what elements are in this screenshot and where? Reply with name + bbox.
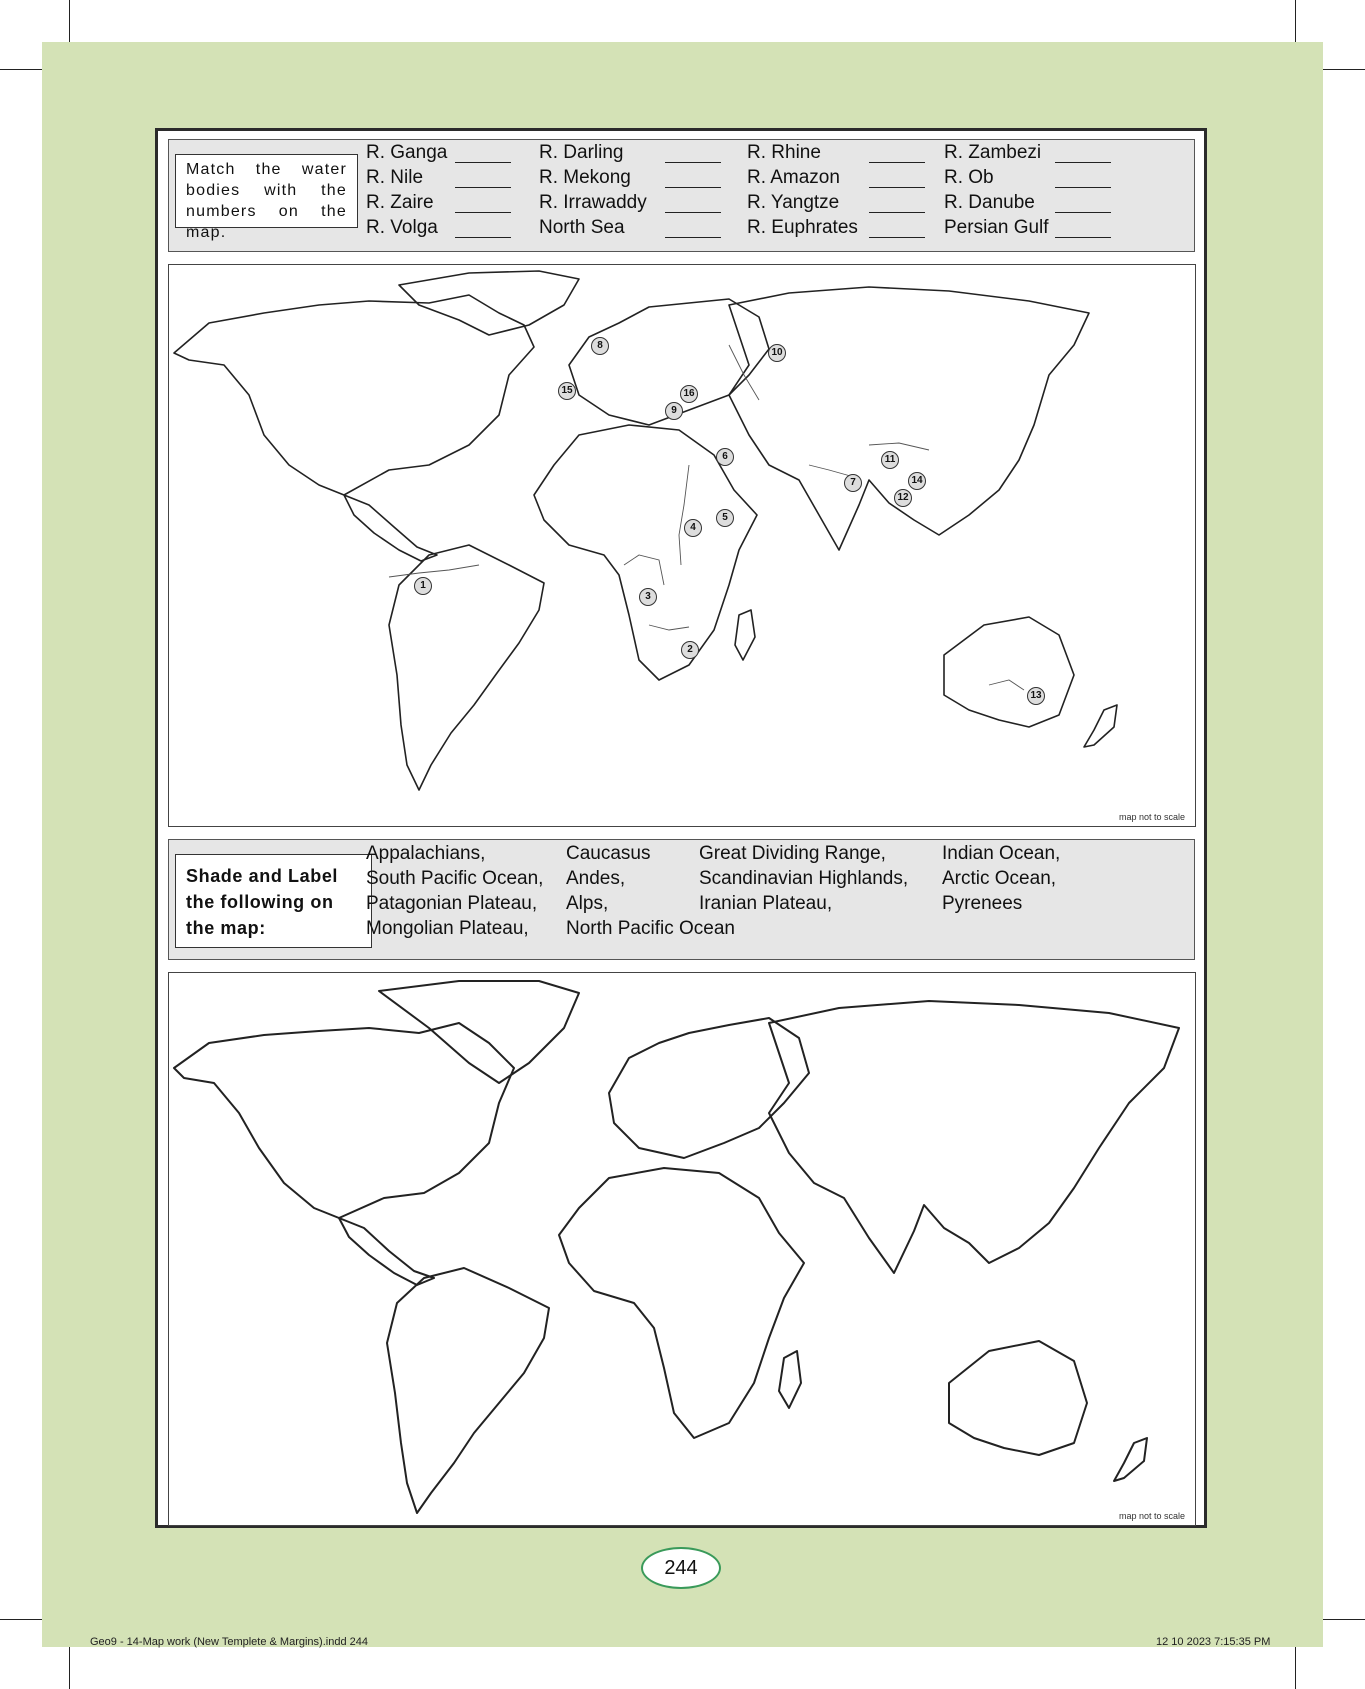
river-yangtze bbox=[869, 443, 929, 450]
africa-outline bbox=[559, 1168, 804, 1438]
page-number: 244 bbox=[641, 1547, 721, 1589]
list-item: R. Irrawaddy bbox=[539, 192, 647, 213]
list-item: R. Zaire bbox=[366, 192, 434, 213]
river-nile bbox=[679, 465, 689, 565]
madagascar-outline bbox=[779, 1351, 801, 1408]
south-america-outline bbox=[387, 1268, 549, 1513]
map-scale-note: map not to scale bbox=[1118, 812, 1185, 822]
map-marker: 16 bbox=[680, 385, 698, 403]
list-item: R. Rhine bbox=[747, 142, 821, 163]
footer-timestamp: 12 10 2023 7:15:35 PM bbox=[1156, 1636, 1271, 1648]
map-marker: 2 bbox=[681, 641, 699, 659]
list-item: R. Darling bbox=[539, 142, 624, 163]
north-america-outline bbox=[174, 1023, 514, 1218]
answer-blank[interactable] bbox=[869, 187, 925, 188]
list-item: Great Dividing Range, bbox=[699, 843, 886, 864]
list-item: Caucasus bbox=[566, 843, 651, 864]
list-item: Scandinavian Highlands, bbox=[699, 868, 909, 889]
list-item: North Pacific Ocean bbox=[566, 918, 735, 939]
world-outline-map bbox=[169, 265, 1196, 827]
shade-panel bbox=[168, 839, 1195, 960]
shade-instruction-box bbox=[175, 854, 372, 948]
list-item: Patagonian Plateau, bbox=[366, 893, 538, 914]
map-scale-note: map not to scale bbox=[1118, 1511, 1185, 1521]
answer-blank[interactable] bbox=[665, 237, 721, 238]
list-item: Mongolian Plateau, bbox=[366, 918, 529, 939]
central-america-outline bbox=[339, 1218, 434, 1285]
map-marker: 6 bbox=[716, 448, 734, 466]
map-marker: 13 bbox=[1027, 687, 1045, 705]
match-instruction-box bbox=[175, 154, 358, 241]
asia-outline bbox=[729, 287, 1089, 550]
south-america-outline bbox=[389, 545, 544, 790]
list-item: R. Ganga bbox=[366, 142, 448, 163]
new-zealand-outline bbox=[1084, 705, 1117, 747]
list-item: R. Yangtze bbox=[747, 192, 840, 213]
list-item: R. Nile bbox=[366, 167, 424, 188]
river-murray-darling bbox=[989, 680, 1024, 690]
answer-blank[interactable] bbox=[665, 187, 721, 188]
map-marker: 15 bbox=[558, 382, 576, 400]
list-item: Persian Gulf bbox=[944, 217, 1049, 238]
footer-file-name: Geo9 - 14-Map work (New Templete & Margins).indd 244 bbox=[90, 1636, 368, 1648]
answer-blank[interactable] bbox=[455, 162, 511, 163]
answer-blank[interactable] bbox=[1055, 237, 1111, 238]
world-map-blank bbox=[168, 972, 1196, 1526]
answer-blank[interactable] bbox=[665, 162, 721, 163]
map-marker: 8 bbox=[591, 337, 609, 355]
list-item: North Sea bbox=[539, 217, 625, 238]
map-marker: 12 bbox=[894, 489, 912, 507]
list-item: South Pacific Ocean, bbox=[366, 868, 544, 889]
answer-blank[interactable] bbox=[869, 162, 925, 163]
answer-blank[interactable] bbox=[1055, 212, 1111, 213]
list-item: Appalachians, bbox=[366, 843, 486, 864]
list-item: R. Euphrates bbox=[747, 217, 858, 238]
answer-blank[interactable] bbox=[665, 212, 721, 213]
answer-blank[interactable] bbox=[455, 212, 511, 213]
map-marker: 4 bbox=[684, 519, 702, 537]
list-item: Andes, bbox=[566, 868, 626, 889]
list-item: R. Amazon bbox=[747, 167, 840, 188]
new-zealand-outline bbox=[1114, 1438, 1147, 1481]
central-america-outline bbox=[344, 495, 437, 561]
list-item: R. Mekong bbox=[539, 167, 631, 188]
worksheet-frame bbox=[155, 128, 1207, 1528]
map-marker: 5 bbox=[716, 509, 734, 527]
answer-blank[interactable] bbox=[455, 187, 511, 188]
match-panel bbox=[168, 139, 1195, 252]
australia-outline bbox=[944, 617, 1074, 727]
map-marker: 1 bbox=[414, 577, 432, 595]
world-map-rivers bbox=[168, 264, 1196, 827]
australia-outline bbox=[949, 1341, 1087, 1455]
list-item: R. Volga bbox=[366, 217, 438, 238]
answer-blank[interactable] bbox=[1055, 187, 1111, 188]
river-zaire bbox=[624, 555, 664, 585]
list-item: Indian Ocean, bbox=[942, 843, 1061, 864]
map-marker: 14 bbox=[908, 472, 926, 490]
map-marker: 10 bbox=[768, 344, 786, 362]
map-marker: 11 bbox=[881, 451, 899, 469]
map-marker: 7 bbox=[844, 474, 862, 492]
list-item: R. Ob bbox=[944, 167, 994, 188]
list-item: Pyrenees bbox=[942, 893, 1023, 914]
match-instruction: Match the water bodies with the numbers on the map. bbox=[186, 161, 347, 241]
north-america-outline bbox=[174, 295, 534, 495]
answer-blank[interactable] bbox=[869, 212, 925, 213]
list-item: Iranian Plateau, bbox=[699, 893, 833, 914]
map-marker: 3 bbox=[639, 588, 657, 606]
river-zambezi bbox=[649, 625, 689, 630]
river-amazon bbox=[389, 565, 479, 577]
list-item: R. Danube bbox=[944, 192, 1035, 213]
world-outline-map bbox=[169, 973, 1196, 1526]
answer-blank[interactable] bbox=[455, 237, 511, 238]
madagascar-outline bbox=[735, 610, 755, 660]
list-item: Alps, bbox=[566, 893, 609, 914]
answer-blank[interactable] bbox=[869, 237, 925, 238]
answer-blank[interactable] bbox=[1055, 162, 1111, 163]
list-item: R. Zambezi bbox=[944, 142, 1042, 163]
europe-outline bbox=[609, 1018, 809, 1158]
map-marker: 9 bbox=[665, 402, 683, 420]
list-item: Arctic Ocean, bbox=[942, 868, 1057, 889]
shade-instruction: Shade and Label the following on the map: bbox=[186, 866, 339, 938]
asia-outline bbox=[769, 1001, 1179, 1273]
